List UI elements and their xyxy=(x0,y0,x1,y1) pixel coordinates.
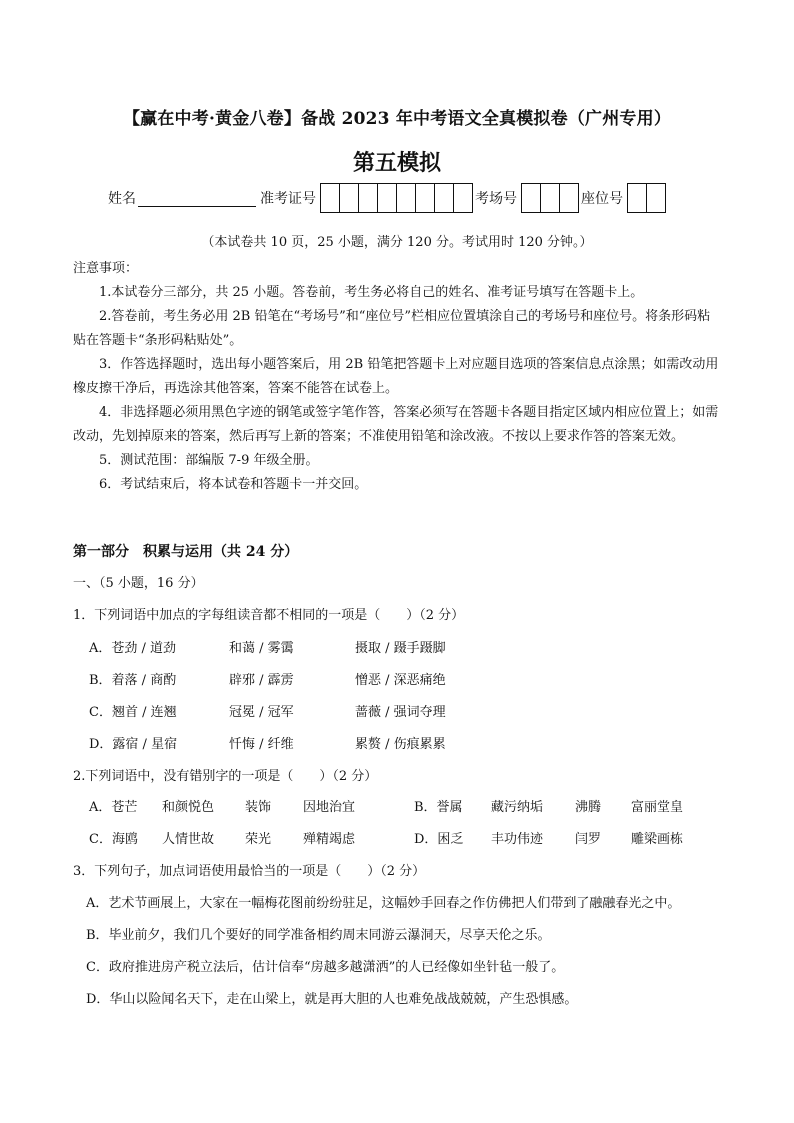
q2-cell: 雕梁画栋 xyxy=(631,832,684,847)
q1-b-2: 辟邪 / 霹雳 xyxy=(229,673,294,688)
q1-c-2: 冠冕 / 冠军 xyxy=(229,705,294,720)
notice-block xyxy=(73,257,723,497)
q2-cell: C．海鸥 xyxy=(89,832,138,847)
q2-cell: 富丽堂皇 xyxy=(631,800,684,815)
exam-info: （本试卷共 10 页，25 小题，满分 120 分。考试用时 120 分钟。） xyxy=(201,235,593,250)
q3-option-d: D．华山以险闻名天下，走在山梁上，就是再大胆的人也难免战战兢兢，产生恐惧感。 xyxy=(86,992,578,1007)
question-2-stem: 2.下列词语中，没有错别字的一项是（ ）（2 分） xyxy=(73,769,378,784)
q2-cell: 装饰 xyxy=(245,800,272,815)
notice-item: 1.本试卷分三部分，共 25 小题。答卷前，考生务必将自己的姓名、准考证号填写在答题卡上。 xyxy=(99,285,644,300)
q2-cell: 和颜悦色 xyxy=(162,800,215,815)
exam-no-label: 准考证号 xyxy=(260,191,316,207)
room-boxes[interactable] xyxy=(521,183,579,213)
seat-boxes[interactable] xyxy=(627,183,666,213)
candidate-id-row xyxy=(108,183,668,213)
notice-heading: 注意事项： xyxy=(73,261,139,276)
q1-b-1: B．着落 / 商酌 xyxy=(89,673,177,688)
q2-cell: 藏污纳垢 xyxy=(491,800,544,815)
q2-cell: B．誉属 xyxy=(414,800,463,815)
notice-item: 2.答卷前，考生务必用 2B 铅笔在“考场号”和“座位号”栏相应位置填涂自己的考场号和座位号。将条形码粘贴在答题卡“条形码粘贴处”。 xyxy=(73,309,711,348)
q2-cell: D．困乏 xyxy=(414,832,464,847)
notice-item: 4．非选择题必须用黑色字迹的钢笔或签字笔作答，答案必须写在答题卡各题目指定区域内相应位置上；如需改动，先划掉原来的答案，然后再写上新的答案；不准使用铅笔和涂改液。不按以上要求作答的答案无效。 xyxy=(73,405,719,444)
room-label: 考场号 xyxy=(475,191,517,207)
q1-a-3: 摄取 / 蹑手蹑脚 xyxy=(355,641,446,656)
q1-d-1: D．露宿 / 星宿 xyxy=(89,737,178,752)
q1-c-3: 蔷薇 / 强词夺理 xyxy=(355,705,446,720)
notice-item: 5．测试范围：部编版 7-9 年级全册。 xyxy=(99,453,319,468)
name-field[interactable] xyxy=(138,190,256,207)
q2-cell: 人情世故 xyxy=(162,832,215,847)
notice-item: 6．考试结束后，将本试卷和答题卡一并交回。 xyxy=(99,477,368,492)
question-1-stem: 1．下列词语中加点的字每组读音都不相同的一项是（ ）（2 分） xyxy=(73,608,465,623)
seat-label: 座位号 xyxy=(581,191,623,207)
q2-cell: 闫罗 xyxy=(575,832,602,847)
q2-cell: 因地治宜 xyxy=(303,800,356,815)
q1-d-2: 忏悔 / 纤维 xyxy=(229,737,294,752)
q1-a-1: A．苍劲 / 道劲 xyxy=(89,641,177,656)
question-3-stem: 3．下列句子，加点词语使用最恰当的一项是（ ）（2 分） xyxy=(73,864,426,879)
q2-cell: A．苍芒 xyxy=(89,800,138,815)
exam-title: 【赢在中考·黄金八卷】备战 2023 年中考语文全真模拟卷（广州专用） xyxy=(122,109,672,129)
name-label: 姓名 xyxy=(108,191,136,207)
q2-cell: 殚精竭虑 xyxy=(303,832,356,847)
q3-option-a: A．艺术节画展上，大家在一幅梅花图前纷纷驻足，这幅妙手回春之作仿佛把人们带到了融融春光之中。 xyxy=(86,896,681,911)
q3-option-c: C．政府推进房产税立法后，估计信奉“房越多越潇洒”的人已经像如坐针毡一般了。 xyxy=(86,960,565,975)
q2-cell: 荣光 xyxy=(245,832,272,847)
q3-option-b: B．毕业前夕，我们几个要好的同学准备相约周末同游云瀑洞天，尽享天伦之乐。 xyxy=(86,928,551,943)
notice-item: 3．作答选择题时，选出每小题答案后，用 2B 铅笔把答题卡上对应题目选项的答案信息点涂黑；如需改动用橡皮擦干净后，再选涂其他答案，答案不能答在试卷上。 xyxy=(73,357,719,396)
section-title: 第一部分 积累与运用（共 24 分） xyxy=(73,544,299,560)
q1-d-3: 累赘 / 伤痕累累 xyxy=(355,737,446,752)
q1-a-2: 和蔼 / 雾霭 xyxy=(229,641,294,656)
exam-no-boxes[interactable] xyxy=(320,183,473,213)
q2-cell: 丰功伟迹 xyxy=(491,832,544,847)
exam-subtitle: 第五模拟 xyxy=(352,150,441,176)
q2-cell: 沸腾 xyxy=(575,800,602,815)
section-subtitle: 一、（5 小题，16 分） xyxy=(73,576,204,591)
q1-b-3: 憎恶 / 深恶痛绝 xyxy=(355,673,446,688)
q1-c-1: C．翘首 / 连翘 xyxy=(89,705,177,720)
